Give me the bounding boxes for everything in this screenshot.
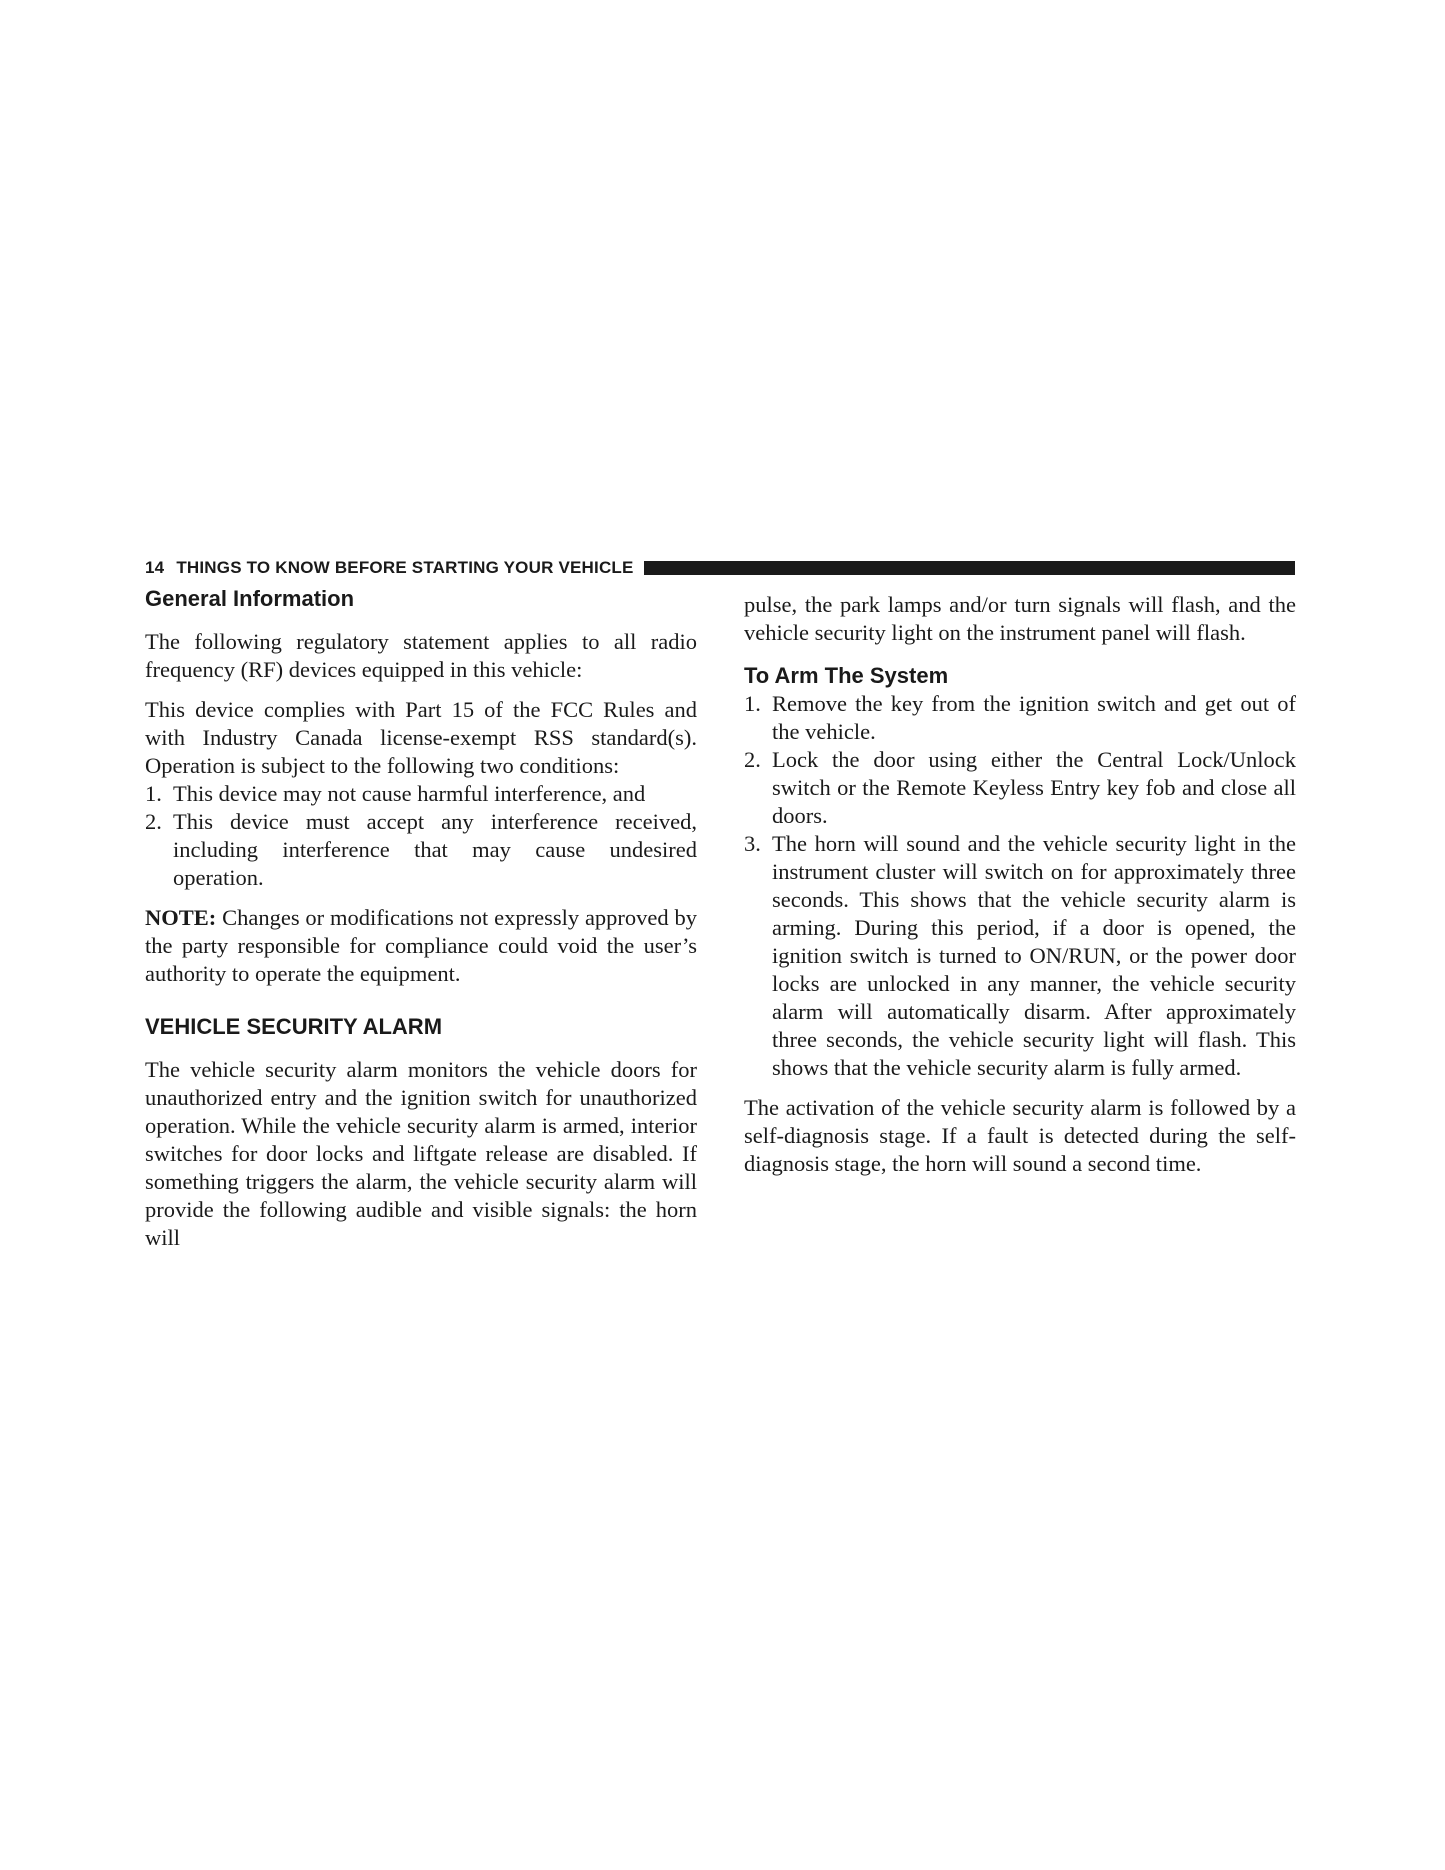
header-rule xyxy=(644,561,1295,575)
right-column xyxy=(744,591,1296,1178)
list-number: 3. xyxy=(744,831,761,856)
left-column xyxy=(145,585,697,1252)
arm-system-heading: To Arm The System xyxy=(744,663,949,688)
self-diagnosis-paragraph: The activation of the vehicle security alarm is followed by a self-diagnosis stage. If a fault is detected during the self-diagnosis stage, the horn will sound a second time. xyxy=(744,1095,1296,1176)
note-text: Changes or modifications not expressly approved by the party responsible for compliance could void the user’s authority to operate the equipment. xyxy=(145,905,697,986)
list-item xyxy=(744,830,1296,1082)
fcc-compliance-paragraph: This device complies with Part 15 of the FCC Rules and with Industry Canada license-exempt RSS standard(s). Operation is subject to the following two conditions: xyxy=(145,697,697,778)
list-number: 2. xyxy=(744,747,761,772)
list-number: 1. xyxy=(145,781,162,806)
general-information-heading: General Information xyxy=(145,586,355,611)
list-item xyxy=(744,746,1296,830)
list-number: 1. xyxy=(744,691,761,716)
continued-paragraph: pulse, the park lamps and/or turn signals will flash, and the vehicle security light on the instrument panel will flash. xyxy=(744,592,1296,645)
list-text: This device must accept any interference received, including interference that may cause undesired operation. xyxy=(173,809,697,890)
section-title: THINGS TO KNOW BEFORE STARTING YOUR VEHICLE xyxy=(176,558,634,577)
list-item xyxy=(145,808,697,892)
list-text: Remove the key from the ignition switch and get out of the vehicle. xyxy=(772,691,1296,744)
page-number: 14 xyxy=(145,558,165,577)
list-item xyxy=(145,780,697,808)
list-item xyxy=(744,690,1296,746)
regulatory-intro-paragraph: The following regulatory statement applies to all radio frequency (RF) devices equipped in this vehicle: xyxy=(145,629,697,682)
list-text: This device may not cause harmful interference, and xyxy=(173,781,646,806)
security-alarm-paragraph: The vehicle security alarm monitors the vehicle doors for unauthorized entry and the ignition switch for unauthorized operation. While the vehicle security alarm is armed, interior switches for door locks and liftgate release are disabled. If something triggers the alarm, the vehicle security alarm will provide the following audible and visible signals: the horn will xyxy=(145,1057,697,1250)
note-label: NOTE: xyxy=(145,905,217,930)
list-text: The horn will sound and the vehicle security light in the instrument cluster will switch on for approximately three seconds. This shows that the vehicle security alarm is arming. During this period, if a door is opened, the ignition switch is turned to ON/RUN, or the power door locks are unlocked in any manner, the vehicle security alarm will automatically disarm. After approximately three seconds, the vehicle security light will flash. This shows that the vehicle security alarm is fully armed. xyxy=(772,831,1296,1080)
list-number: 2. xyxy=(145,809,162,834)
note-paragraph xyxy=(145,904,697,988)
running-header xyxy=(145,556,1295,580)
list-text: Lock the door using either the Central Lock/Unlock switch or the Remote Keyless Entry key fob and close all doors. xyxy=(772,747,1296,828)
vehicle-security-alarm-heading: VEHICLE SECURITY ALARM xyxy=(145,1014,443,1039)
